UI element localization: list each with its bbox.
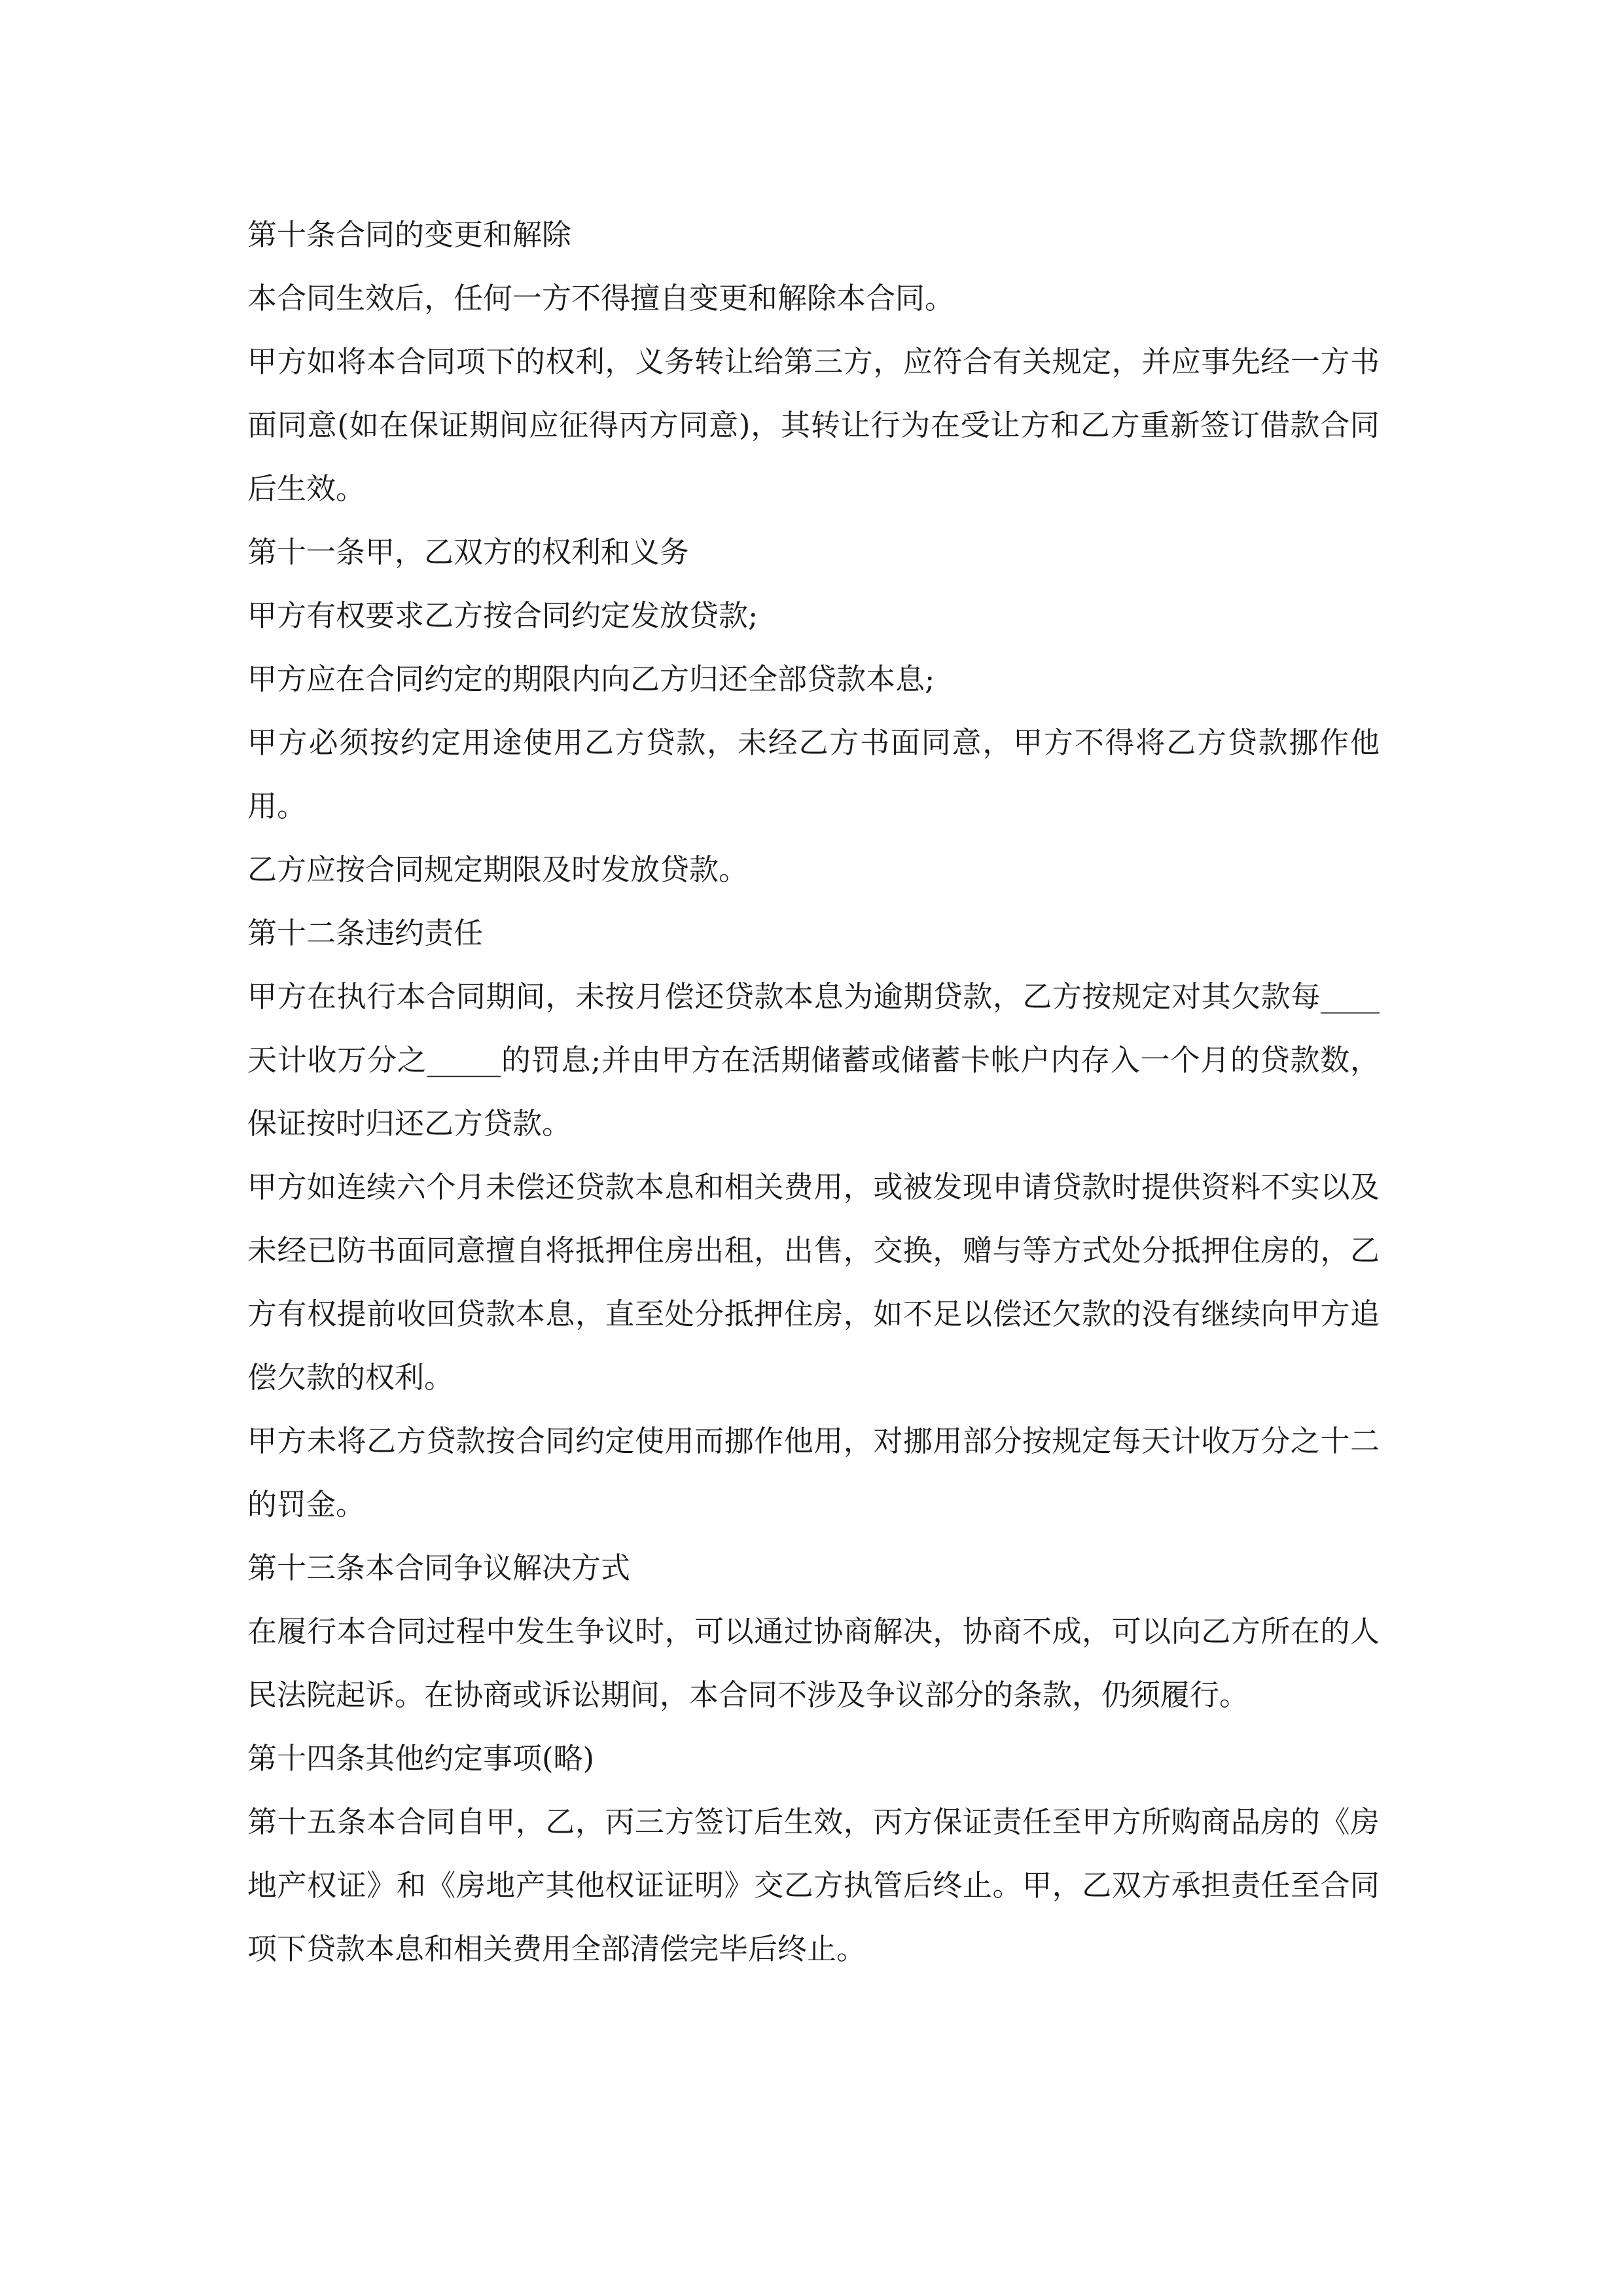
article-12-heading: 第十二条违约责任 [247, 916, 484, 950]
article-13-heading: 第十三条本合同争议解决方式 [247, 1551, 631, 1585]
paragraph: 甲方必须按约定用途使用乙方贷款，未经乙方书面同意，甲方不得将乙方贷款挪作他用。 [247, 725, 1380, 823]
paragraph: 甲方如连续六个月未偿还贷款本息和相关费用，或被发现申请贷款时提供资料不实以及未经已防书面同意擅自将抵押住房出租，出售，交换，赠与等方式处分抵押住房的，乙方有权提前收回贷款本息，直至处分抵押住房，如不足以偿还欠款的没有继续向甲方追偿欠款的权利。 [247, 1170, 1380, 1395]
paragraph: 本合同生效后，任何一方不得擅自变更和解除本合同。 [247, 281, 955, 315]
paragraph: 在履行本合同过程中发生争议时，可以通过协商解决，协商不成，可以向乙方所在的人民法院起诉。在协商或诉讼期间，本合同不涉及争议部分的条款，仍须履行。 [247, 1614, 1380, 1712]
article-11-heading: 第十一条甲，乙双方的权利和义务 [247, 535, 690, 569]
article-15-paragraph: 第十五条本合同自甲，乙，丙三方签订后生效，丙方保证责任至甲方所购商品房的《房地产权证》和《房地产其他权证证明》交乙方执管后终止。甲，乙双方承担责任至合同项下贷款本息和相关费用全部清偿完毕后终止。 [247, 1804, 1380, 1966]
article-14-heading: 第十四条其他约定事项(略) [247, 1741, 595, 1776]
paragraph: 甲方有权要求乙方按合同约定发放贷款; [247, 598, 758, 633]
document-body [247, 203, 1380, 1981]
article-10-heading: 第十条合同的变更和解除 [247, 217, 572, 252]
paragraph: 甲方在执行本合同期间，未按月偿还贷款本息为逾期贷款，乙方按规定对其欠款每____天计收万分之_____的罚息;并由甲方在活期储蓄或储蓄卡帐户内存入一个月的贷款数，保证按时归还乙方贷款。 [247, 979, 1380, 1141]
paragraph: 甲方应在合同约定的期限内向乙方归还全部贷款本息; [247, 662, 935, 696]
paragraph: 甲方未将乙方贷款按合同约定使用而挪作他用，对挪用部分按规定每天计收万分之十二的罚金。 [247, 1424, 1380, 1522]
paragraph: 甲方如将本合同项下的权利，义务转让给第三方，应符合有关规定，并应事先经一方书面同意(如在保证期间应征得丙方同意)，其转让行为在受让方和乙方重新签订借款合同后生效。 [247, 344, 1380, 506]
paragraph: 乙方应按合同规定期限及时发放贷款。 [247, 852, 749, 887]
